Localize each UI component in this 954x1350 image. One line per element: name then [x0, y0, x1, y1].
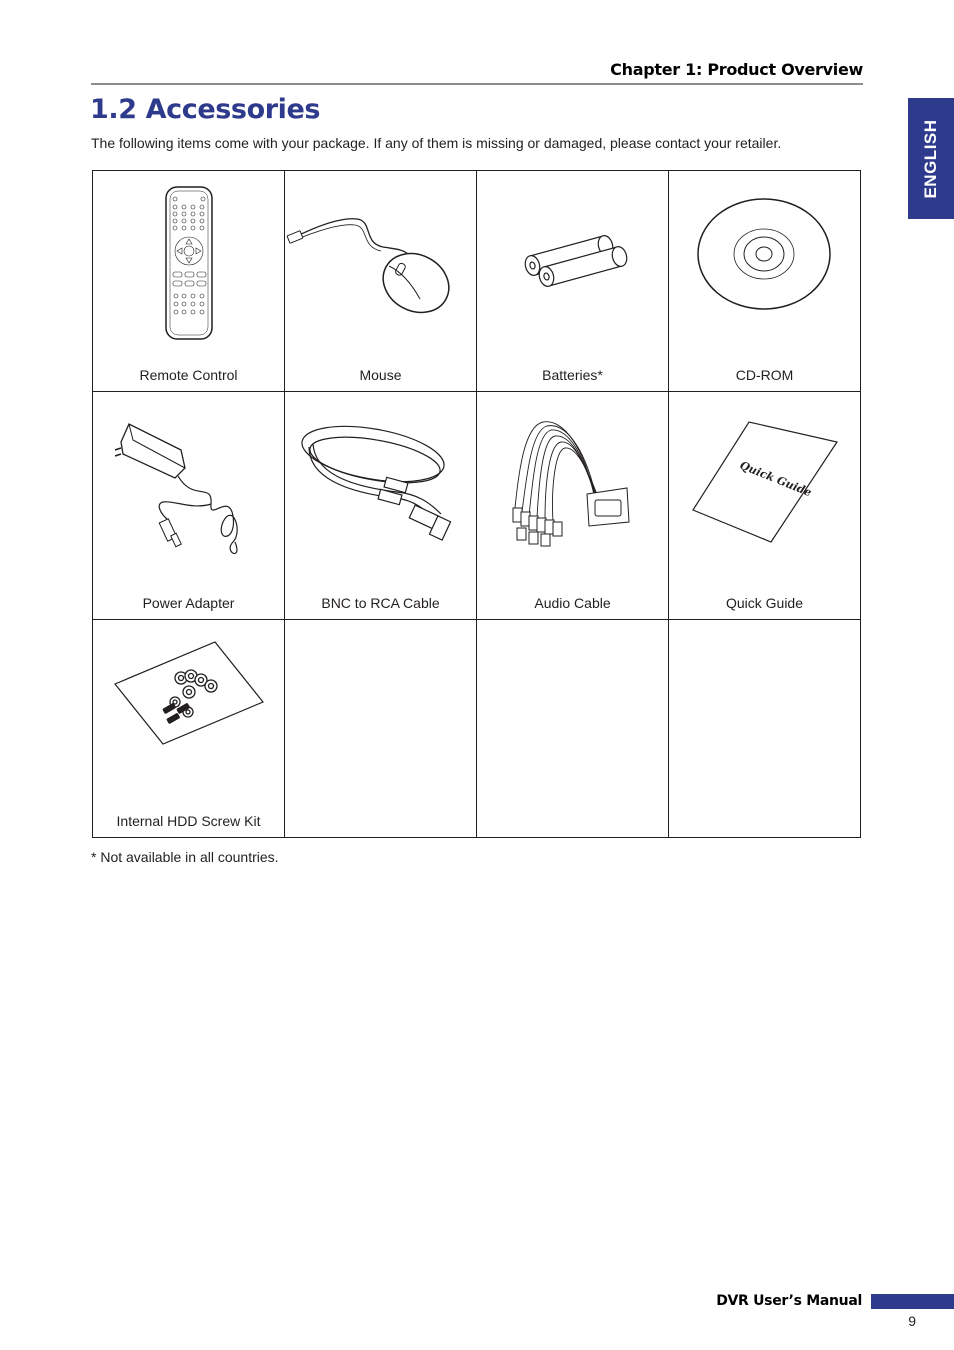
item-label-audio-cable: Audio Cable: [534, 595, 611, 611]
language-tab: [908, 98, 954, 219]
page-number: 9: [908, 1313, 916, 1329]
audio-cable-icon: [477, 392, 668, 572]
language-tab-label: ENGLISH: [921, 118, 940, 199]
header-divider: [91, 83, 863, 85]
accessory-cell: [477, 171, 669, 392]
quick-guide-icon: [669, 392, 860, 572]
accessory-cell: [285, 171, 477, 392]
item-label-mouse: Mouse: [359, 367, 402, 383]
item-label-remote-control: Remote Control: [139, 367, 238, 383]
section-title: 1.2 Accessories: [90, 94, 321, 125]
intro-text: The following items come with your package. If any of them is missing or damaged, please contact your retailer.: [91, 135, 782, 151]
screw-kit-icon: [93, 620, 284, 790]
footer-accent-bar: [871, 1294, 954, 1309]
accessory-cell: [93, 392, 285, 620]
accessories-table: [92, 170, 861, 838]
cd-rom-icon: [669, 171, 860, 346]
accessory-cell: [669, 392, 861, 620]
accessory-cell-empty: [477, 620, 669, 838]
mouse-icon: [285, 171, 476, 346]
item-label-bnc-rca-cable: BNC to RCA Cable: [321, 595, 440, 611]
quick-guide-cover-text: Quick Guide: [737, 458, 814, 500]
power-adapter-icon: [93, 392, 284, 572]
accessory-cell: [285, 392, 477, 620]
item-label-batteries: Batteries*: [542, 367, 603, 383]
accessory-cell: [93, 171, 285, 392]
accessory-cell: [477, 392, 669, 620]
accessory-cell: [93, 620, 285, 838]
accessory-cell-empty: [669, 620, 861, 838]
accessory-cell-empty: [285, 620, 477, 838]
item-label-quick-guide: Quick Guide: [725, 595, 804, 611]
bnc-rca-cable-icon: [285, 392, 476, 572]
chapter-header: Chapter 1: Product Overview: [610, 60, 863, 79]
item-label-cd-rom: CD-ROM: [735, 367, 794, 383]
remote-control-icon: [93, 171, 284, 346]
item-label-screw-kit: Internal HDD Screw Kit: [116, 813, 261, 829]
footer-manual-title: DVR User’s Manual: [716, 1293, 862, 1309]
batteries-icon: [477, 171, 668, 346]
item-label-power-adapter: Power Adapter: [142, 595, 235, 611]
footnote: * Not available in all countries.: [91, 849, 279, 865]
accessory-cell: [669, 171, 861, 392]
